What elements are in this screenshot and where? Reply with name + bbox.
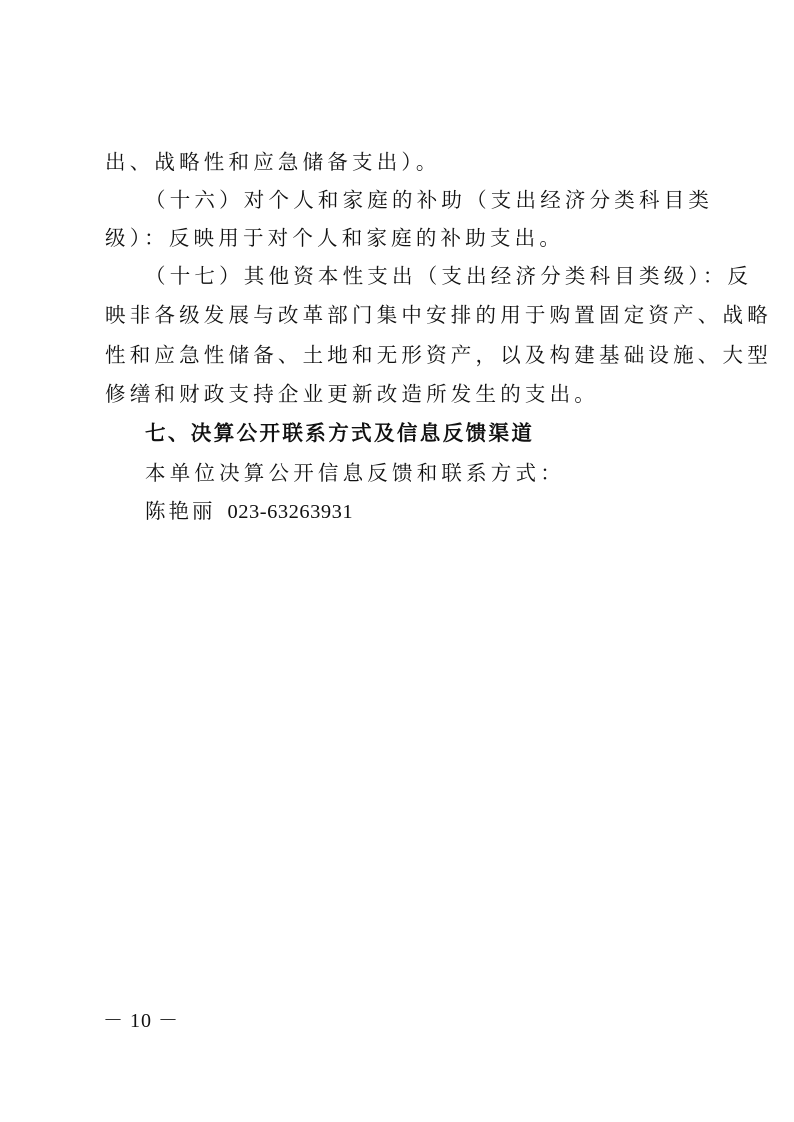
body-line-5: 映非各级发展与改革部门集中安排的用于购置固定资产、战略 bbox=[105, 303, 772, 327]
contact-phone: 023-63263931 bbox=[227, 501, 354, 523]
contact-intro: 本单位决算公开信息反馈和联系方式： bbox=[145, 461, 565, 485]
body-line-7: 修缮和财政支持企业更新改造所发生的支出。 bbox=[105, 382, 599, 406]
body-line-1: 出、战略性和应急储备支出）。 bbox=[105, 150, 441, 174]
page-number: － 10 － bbox=[103, 1010, 179, 1032]
body-line-2: （十六）对个人和家庭的补助（支出经济分类科目类 bbox=[145, 188, 714, 212]
contact-name: 陈艳丽 bbox=[145, 499, 216, 523]
body-line-6: 性和应急性储备、土地和无形资产，以及构建基础设施、大型 bbox=[105, 343, 772, 367]
body-line-4: （十七）其他资本性支出（支出经济分类科目类级）：反 bbox=[145, 264, 753, 288]
section-heading: 七、决算公开联系方式及信息反馈渠道 bbox=[145, 421, 535, 445]
contact-line bbox=[145, 501, 353, 523]
body-line-3: 级）：反映用于对个人和家庭的补助支出。 bbox=[105, 226, 565, 250]
